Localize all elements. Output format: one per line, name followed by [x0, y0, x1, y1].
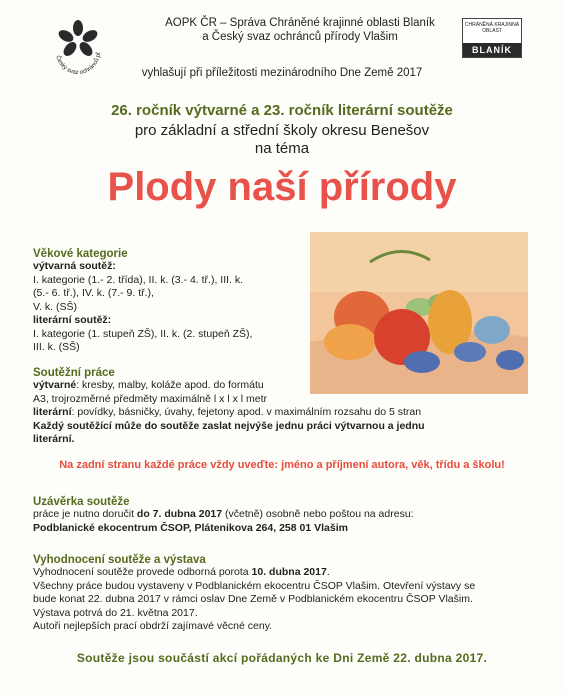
works-art-2: A3, trojrozměrné předměty maximálně l x l x l metr: [33, 392, 267, 405]
evaluation-heading: Vyhodnocení soutěže a výstava: [33, 554, 206, 566]
subtitle-line-1: pro základní a střední školy okresu Benešov: [134, 122, 430, 139]
art-label: výtvarná soutěž:: [33, 260, 116, 272]
evaluation-line-3: bude konat 22. dubna 2017 v rámci oslav Dne Země v Podblanickém ekocentru ČSOP Vlašim.: [33, 593, 473, 605]
logo-top-text: CHRÁNĚNÁ KRAJINNÁ OBLAST: [464, 22, 520, 34]
evaluation-line-4: Výstava potrvá do 21. května 2017.: [33, 606, 198, 619]
competition-works: [33, 367, 533, 447]
evaluation-line-1: Vyhodnocení soutěže provede odborná porota 10. dubna 2017.: [33, 566, 330, 578]
competition-edition: 26. ročník výtvarné a 23. ročník literární soutěže: [111, 102, 453, 119]
works-heading: Soutěžní práce: [33, 367, 115, 379]
works-art: výtvarné: kresby, malby, koláže apod. do formátu: [33, 379, 264, 391]
organizer-line-1: AOPK ČR – Správa Chráněné krajinné oblasti Blaník: [165, 17, 435, 29]
logo-name: BLANÍK: [463, 43, 521, 57]
csop-logo: [48, 14, 108, 74]
footer-note: Soutěže jsou součástí akcí pořádaných ke Dni Země 22. dubna 2017.: [76, 651, 488, 665]
works-rule-2: literární.: [33, 433, 75, 445]
organizers: [150, 16, 450, 44]
blanik-logo: [462, 18, 522, 58]
deadline-text: práce je nutno doručit do 7. dubna 2017 (včetně) osobně nebo poštou na adresu:: [33, 508, 414, 520]
subtitle-line-2: na téma: [254, 140, 310, 157]
flower-logo-icon: [48, 14, 108, 74]
age-categories: [33, 248, 301, 355]
important-note: Na zadní stranu každé práce vždy uveďte: jméno a příjmení autora, věk, třídu a školu!: [59, 459, 505, 471]
deadline-section: [33, 496, 533, 535]
lit-label: literární soutěž:: [33, 314, 112, 326]
deadline-heading: Uzávěrka soutěže: [33, 496, 130, 508]
page-title: Plody naší přírody: [107, 165, 457, 209]
art-line-1: I. kategorie (1.- 2. třída), II. k. (3.- 4. tř.), III. k.: [33, 273, 244, 286]
evaluation-line-5: Autoři nejlepších prací obdrží zajímavé věcné ceny.: [33, 620, 273, 632]
deadline-address: Podblanické ekocentrum ČSOP, Plátenikova 264, 258 01 Vlašim: [33, 521, 348, 534]
works-rule-1: Každý soutěžící může do soutěže zaslat nejvýše jednu práci výtvarnou a jednu: [33, 419, 425, 432]
svg-text:Český svaz ochránců přírody: Český svaz ochránců př: [54, 52, 103, 74]
categories-heading: Věkové kategorie: [33, 248, 128, 260]
target-audience: [0, 122, 564, 158]
lit-line-2: III. k. (SŠ): [33, 341, 80, 353]
evaluation-line-2: Všechny práce budou vystaveny v Podblanickém ekocentru ČSOP Vlašim. Otevření výstavy se: [33, 579, 476, 592]
evaluation-section: [33, 554, 553, 634]
art-line-2: (5.- 6. tř.), IV. k. (7.- 9. tř.),: [33, 287, 154, 299]
announcement: vyhlašují při příležitosti mezinárodního Dne Země 2017: [141, 67, 423, 79]
works-lit: literární: povídky, básničky, úvahy, fejetony apod. v maximálním rozsahu do 5 stran: [33, 406, 422, 418]
organizer-line-2: a Český svaz ochránců přírody Vlašim: [202, 31, 398, 43]
lit-line-1: I. kategorie (1. stupeň ZŠ), II. k. (2. stupeň ZŠ),: [33, 327, 253, 340]
art-line-3: V. k. (SŠ): [33, 300, 77, 313]
